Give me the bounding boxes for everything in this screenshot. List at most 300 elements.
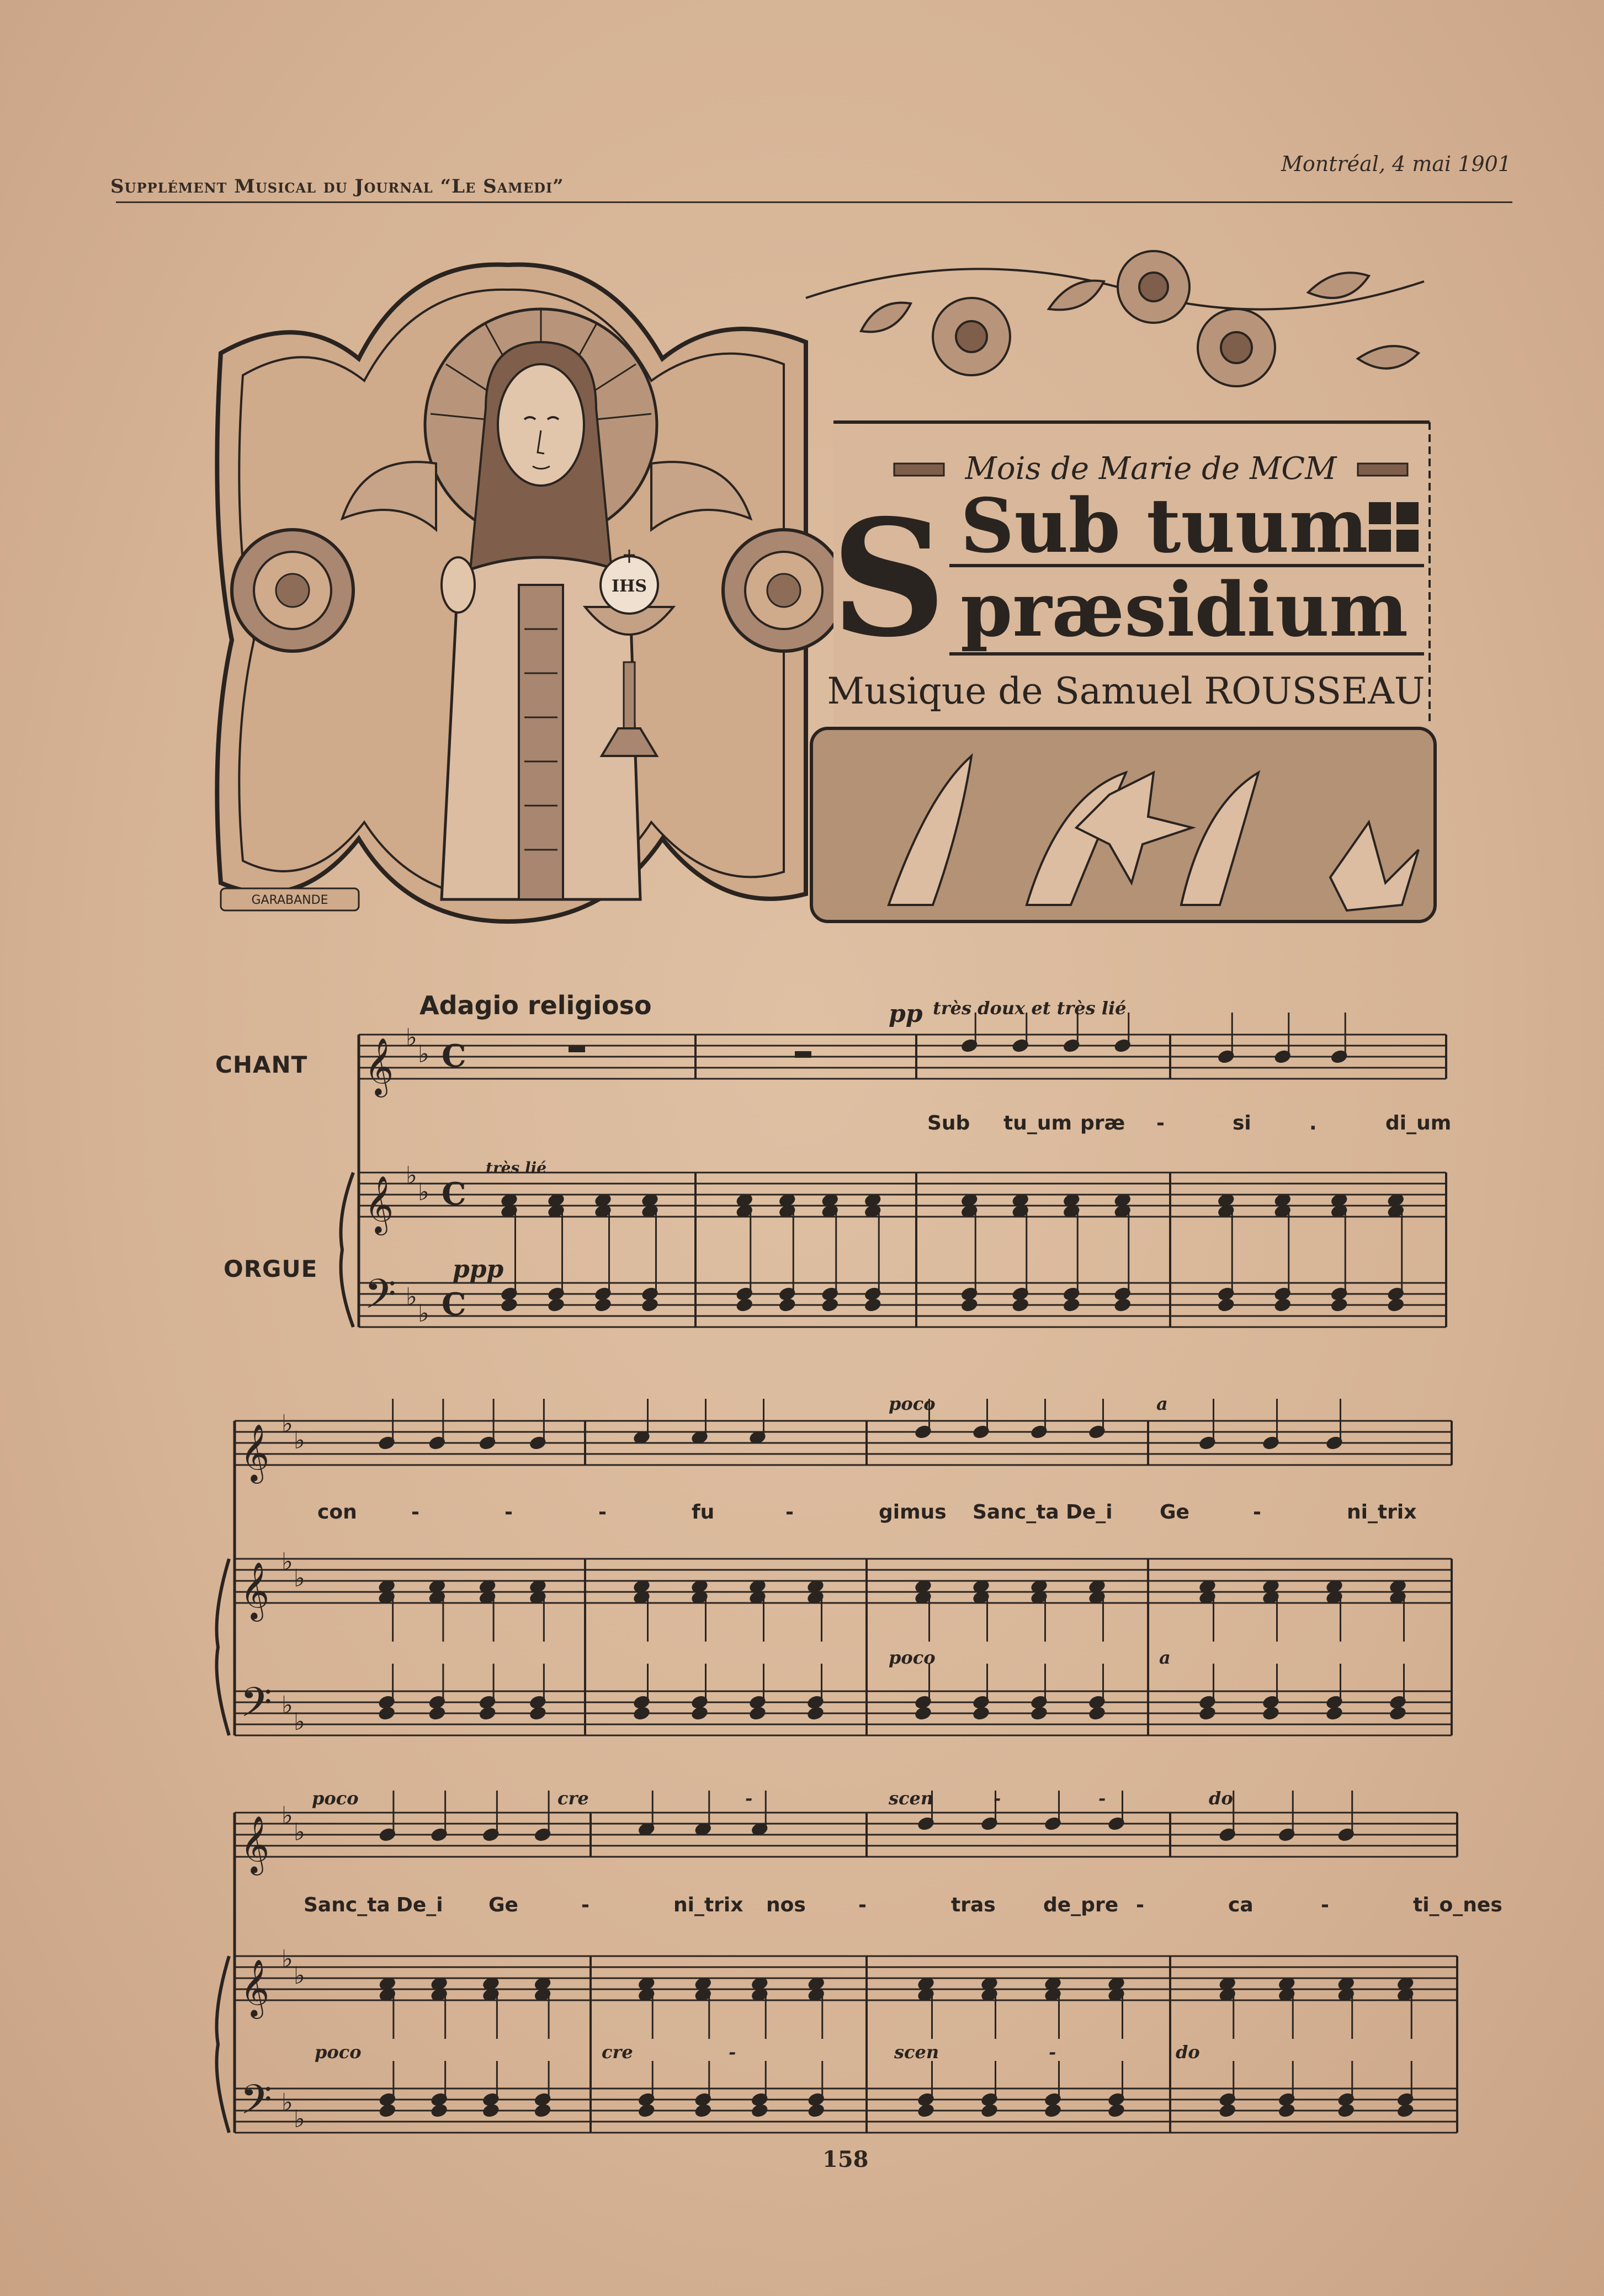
lyric-syllable: tu_um bbox=[1003, 1112, 1072, 1134]
lyric-syllable: - bbox=[1253, 1501, 1261, 1523]
system1-organ-bass-notehead bbox=[736, 1298, 753, 1312]
system3-voice-notehead bbox=[1219, 1828, 1236, 1842]
organ-dynamic: ppp bbox=[453, 1255, 504, 1283]
system1-organ-bass-clef: 𝄢 bbox=[364, 1270, 396, 1328]
lyric-syllable: Sub bbox=[927, 1112, 970, 1134]
system1-organ-treble-notehead bbox=[1387, 1204, 1404, 1218]
system2-organ-bass-notehead bbox=[1088, 1706, 1106, 1720]
system1-voice-notehead bbox=[1114, 1038, 1131, 1053]
system1-organ-bass-notehead bbox=[961, 1287, 978, 1301]
system2-organ-bass-notehead bbox=[479, 1706, 496, 1720]
system3-organ-treble-notehead bbox=[981, 1977, 998, 1991]
lyric-syllable: Ge bbox=[488, 1894, 518, 1916]
system3-organ-treble-notehead bbox=[638, 1977, 655, 1991]
system3-organ-bass-notehead bbox=[1044, 2103, 1061, 2118]
lyric-syllable: fu bbox=[692, 1501, 715, 1523]
system1-organ-treble-notehead bbox=[1012, 1204, 1029, 1218]
system2-organ-treble-notehead bbox=[749, 1579, 766, 1594]
system1-organ-treble-notehead bbox=[821, 1204, 838, 1218]
system3-organ-treble-notehead bbox=[1219, 1988, 1236, 2002]
system1-organ-treble-notehead bbox=[779, 1204, 796, 1218]
expression-mark: - bbox=[1049, 2042, 1056, 2063]
lyric-syllable: Sanc_ta bbox=[973, 1501, 1059, 1523]
system2-organ-treble-notehead bbox=[479, 1579, 496, 1594]
system3-voice-treble-clef: 𝄞 bbox=[240, 1815, 270, 1873]
system1-organ-bass-notehead bbox=[548, 1287, 565, 1301]
system1-organ-treble-notehead bbox=[1063, 1204, 1080, 1218]
system3-organ-treble-notehead bbox=[431, 1977, 448, 1991]
system1-organ-bass-notehead bbox=[1063, 1298, 1080, 1312]
system3-organ-bass-notehead bbox=[638, 2103, 655, 2118]
system3-organ-treble-notehead bbox=[379, 1977, 396, 1991]
date-line: Montréal, 4 mai 1901 bbox=[1281, 152, 1511, 176]
system2-organ-treble-notehead bbox=[691, 1590, 708, 1605]
system3-organ-bass-notehead bbox=[1397, 2103, 1414, 2118]
system3-organ-bass-notehead bbox=[1108, 2103, 1125, 2118]
expression-mark: do bbox=[1176, 2042, 1200, 2063]
system1-flat-sign: ♭ bbox=[418, 1299, 429, 1328]
banner-subtitle: Mois de Marie de MCM bbox=[965, 451, 1337, 487]
system3-organ-bass-notehead bbox=[431, 2103, 448, 2118]
system2-organ-bass-notehead bbox=[749, 1706, 766, 1720]
system1-organ-bass-notehead bbox=[864, 1287, 881, 1301]
system1-organ-bass-notehead bbox=[1114, 1287, 1131, 1301]
system1-organ-bass-notehead bbox=[779, 1287, 796, 1301]
system2-voice-notehead bbox=[691, 1430, 708, 1445]
system3-organ-treble-notehead bbox=[981, 1988, 998, 2002]
system2-organ-treble-notehead bbox=[429, 1590, 446, 1605]
system1-organ-bass-notehead bbox=[501, 1287, 518, 1301]
system3-voice-notehead bbox=[694, 1822, 711, 1836]
voice-part-label: CHANT bbox=[215, 1051, 308, 1078]
system1-voice-notehead bbox=[1063, 1038, 1080, 1053]
system1-voice-notehead bbox=[1274, 1050, 1291, 1064]
system2-brace bbox=[217, 1559, 230, 1735]
system3-organ-treble-notehead bbox=[917, 1988, 934, 2002]
system3-organ-bass-notehead bbox=[751, 2092, 768, 2107]
system3-organ-treble-notehead bbox=[917, 1977, 934, 1991]
system3-flat-sign: ♭ bbox=[282, 1945, 293, 1973]
system1-organ-treble-notehead bbox=[548, 1204, 565, 1218]
system3-organ-bass-notehead bbox=[482, 2092, 500, 2107]
lyric-syllable: - bbox=[1136, 1894, 1144, 1916]
voice-expression: très doux et très lié bbox=[933, 998, 1127, 1019]
expression-mark: poco bbox=[889, 1647, 936, 1668]
system3-organ-bass-notehead bbox=[431, 2092, 448, 2107]
system2-organ-bass-notehead bbox=[915, 1706, 932, 1720]
system1-organ-bass-notehead bbox=[779, 1298, 796, 1312]
lyric-syllable: nos bbox=[766, 1894, 806, 1916]
system1-organ-bass-notehead bbox=[864, 1298, 881, 1312]
system1-organ-bass-notehead bbox=[1218, 1298, 1235, 1312]
lyric-syllable: di_um bbox=[1385, 1112, 1452, 1134]
system3-organ-treble-notehead bbox=[1337, 1988, 1355, 2002]
system1-voice-notehead bbox=[961, 1038, 978, 1053]
system3-organ-bass-notehead bbox=[981, 2103, 998, 2118]
system2-organ-treble-notehead bbox=[378, 1590, 395, 1605]
system2-flat-sign: ♭ bbox=[294, 1426, 305, 1455]
system1-organ-treble-notehead bbox=[1114, 1204, 1131, 1218]
system1-organ-bass-notehead bbox=[501, 1298, 518, 1312]
system3-voice-notehead bbox=[1108, 1816, 1125, 1831]
system2-organ-bass-notehead bbox=[691, 1706, 708, 1720]
lyric-syllable: si bbox=[1233, 1112, 1251, 1134]
lyric-syllable: Ge bbox=[1160, 1501, 1189, 1523]
page-number: 158 bbox=[822, 2146, 869, 2172]
system2-organ-treble-notehead bbox=[1326, 1579, 1343, 1594]
system2-voice-notehead bbox=[1088, 1425, 1106, 1439]
system2-voice-notehead bbox=[429, 1436, 446, 1450]
system2-organ-treble-notehead bbox=[1389, 1579, 1406, 1594]
system2-organ-bass-notehead bbox=[1199, 1706, 1216, 1720]
system3-organ-bass-notehead bbox=[1278, 2103, 1295, 2118]
system1-organ-bass-notehead bbox=[1387, 1287, 1404, 1301]
lyric-syllable: ti_o_nes bbox=[1413, 1894, 1502, 1916]
system3-organ-treble-notehead bbox=[1108, 1977, 1125, 1991]
system3-organ-treble-notehead bbox=[751, 1977, 768, 1991]
system1-organ-bass-notehead bbox=[594, 1298, 612, 1312]
system2-organ-bass-notehead bbox=[479, 1695, 496, 1709]
system1-organ-bass-notehead bbox=[1387, 1298, 1404, 1312]
expression-mark: poco bbox=[315, 2042, 362, 2063]
composer-credit: Musique de Samuel ROUSSEAU bbox=[827, 670, 1425, 712]
system2-organ-bass-notehead bbox=[1389, 1706, 1406, 1720]
system3-voice-notehead bbox=[638, 1822, 655, 1836]
system2-organ-treble-notehead bbox=[529, 1590, 546, 1605]
system2-organ-treble-notehead bbox=[1031, 1579, 1048, 1594]
lyric-syllable: ca bbox=[1228, 1894, 1254, 1916]
system3-voice-notehead bbox=[917, 1816, 934, 1831]
system2-organ-treble-notehead bbox=[973, 1579, 990, 1594]
system3-organ-treble-notehead bbox=[638, 1988, 655, 2002]
system2-flat-sign: ♭ bbox=[294, 1708, 305, 1736]
system3-organ-treble-notehead bbox=[751, 1988, 768, 2002]
system3-organ-bass-notehead bbox=[694, 2092, 711, 2107]
system3-organ-treble-notehead bbox=[1044, 1977, 1061, 1991]
expression-mark: cre bbox=[602, 2042, 633, 2063]
system2-organ-treble-notehead bbox=[1326, 1590, 1343, 1605]
system2-voice-notehead bbox=[915, 1425, 932, 1439]
system3-brace bbox=[217, 1956, 230, 2133]
system1-organ-treble-notehead bbox=[779, 1193, 796, 1207]
system2-organ-bass-clef: 𝄢 bbox=[240, 1679, 272, 1736]
system1-flat-sign: ♭ bbox=[406, 1024, 417, 1052]
system3-organ-bass-notehead bbox=[534, 2103, 551, 2118]
system1-organ-treble-notehead bbox=[736, 1204, 753, 1218]
system2-flat-sign: ♭ bbox=[282, 1410, 293, 1438]
system2-organ-treble-notehead bbox=[1389, 1590, 1406, 1605]
system2-organ-bass-notehead bbox=[1389, 1695, 1406, 1709]
system2-organ-bass-notehead bbox=[807, 1706, 824, 1720]
system2-flat-sign: ♭ bbox=[294, 1564, 305, 1592]
system1-organ-treble-notehead bbox=[1331, 1204, 1348, 1218]
system3-organ-treble-notehead bbox=[1337, 1977, 1355, 1991]
system2-organ-treble-notehead bbox=[749, 1590, 766, 1605]
system2-organ-treble-notehead bbox=[691, 1579, 708, 1594]
system1-organ-bass-notehead bbox=[821, 1287, 838, 1301]
expression-mark: scen bbox=[894, 2042, 939, 2063]
system3-organ-treble-notehead bbox=[1219, 1977, 1236, 1991]
banner-illustration bbox=[199, 243, 1452, 944]
system3-organ-bass-notehead bbox=[379, 2092, 396, 2107]
lyric-syllable: - bbox=[411, 1501, 419, 1523]
tempo-marking: Adagio religioso bbox=[419, 990, 652, 1020]
system1-organ-treble-notehead bbox=[641, 1204, 658, 1218]
system2-organ-treble-notehead bbox=[915, 1590, 932, 1605]
chalice-monogram: IHS bbox=[611, 577, 647, 596]
system3-flat-sign: ♭ bbox=[282, 2089, 293, 2117]
system1-organ-treble-clef: 𝄞 bbox=[364, 1175, 394, 1233]
system2-organ-bass-notehead bbox=[378, 1706, 395, 1720]
system2-organ-treble-notehead bbox=[1262, 1579, 1279, 1594]
system3-voice-notehead bbox=[534, 1828, 551, 1842]
system2-voice-notehead bbox=[378, 1436, 395, 1450]
system1-organ-bass-notehead bbox=[1274, 1287, 1291, 1301]
system3-organ-bass-notehead bbox=[379, 2103, 396, 2118]
expression-mark: a bbox=[1159, 1647, 1171, 1668]
system1-organ-bass-notehead bbox=[1274, 1298, 1291, 1312]
system1-organ-treble-notehead bbox=[1218, 1193, 1235, 1207]
system2-organ-bass-notehead bbox=[1199, 1695, 1216, 1709]
system2-organ-treble-notehead bbox=[429, 1579, 446, 1594]
title-line1: Sub tuum bbox=[960, 482, 1368, 569]
system2-voice-notehead bbox=[973, 1425, 990, 1439]
organ-part-label: ORGUE bbox=[224, 1255, 318, 1282]
system1-organ-treble-notehead bbox=[501, 1193, 518, 1207]
system2-organ-bass-notehead bbox=[973, 1695, 990, 1709]
expression-mark: scen bbox=[889, 1788, 934, 1809]
system1-organ-treble-notehead bbox=[1274, 1193, 1291, 1207]
system1-organ-bass-notehead bbox=[1012, 1287, 1029, 1301]
system1-organ-treble-notehead bbox=[1012, 1193, 1029, 1207]
system3-voice-notehead bbox=[1278, 1828, 1295, 1842]
system3-organ-treble-notehead bbox=[534, 1977, 551, 1991]
system3-voice-notehead bbox=[379, 1828, 396, 1842]
system3-organ-bass-notehead bbox=[1397, 2092, 1414, 2107]
system1-brace bbox=[341, 1173, 354, 1327]
system2-organ-bass-notehead bbox=[749, 1695, 766, 1709]
system2-organ-treble-notehead bbox=[1088, 1590, 1106, 1605]
organ-expression: très lié bbox=[486, 1159, 547, 1177]
lyric-syllable: tras bbox=[951, 1894, 996, 1916]
lyric-syllable: gimus bbox=[879, 1501, 947, 1523]
system2-organ-bass-notehead bbox=[1088, 1695, 1106, 1709]
system1-organ-treble-notehead bbox=[736, 1193, 753, 1207]
initial-s-ornament: S bbox=[831, 485, 947, 673]
system2-voice-notehead bbox=[1262, 1436, 1279, 1450]
system3-organ-treble-notehead bbox=[694, 1977, 711, 1991]
system3-organ-bass-notehead bbox=[917, 2092, 934, 2107]
system1-flat-sign: ♭ bbox=[418, 1178, 429, 1206]
system1-organ-treble-notehead bbox=[961, 1204, 978, 1218]
lyric-syllable: Sanc_ta bbox=[304, 1894, 390, 1916]
system1-common-time: C bbox=[442, 1038, 466, 1074]
system2-organ-treble-notehead bbox=[915, 1579, 932, 1594]
expression-mark: - bbox=[729, 2042, 736, 2063]
system3-flat-sign: ♭ bbox=[294, 1818, 305, 1846]
system3-organ-bass-notehead bbox=[534, 2092, 551, 2107]
system2-organ-bass-notehead bbox=[429, 1695, 446, 1709]
system3-organ-bass-notehead bbox=[1278, 2092, 1295, 2107]
system2-organ-bass-notehead bbox=[1031, 1706, 1048, 1720]
system2-organ-treble-clef: 𝄞 bbox=[240, 1562, 270, 1620]
voice-dynamic: pp bbox=[889, 1000, 923, 1028]
system2-voice-notehead bbox=[1031, 1425, 1048, 1439]
lyric-syllable: de_pre bbox=[1043, 1894, 1119, 1916]
system1-flat-sign: ♭ bbox=[406, 1162, 417, 1190]
lyric-syllable: ni_trix bbox=[673, 1894, 743, 1916]
system1-flat-sign: ♭ bbox=[406, 1283, 417, 1311]
system3-organ-treble-notehead bbox=[534, 1988, 551, 2002]
lyric-syllable: De_i bbox=[1066, 1501, 1113, 1523]
system1-whole-rest bbox=[569, 1046, 585, 1052]
system3-organ-bass-notehead bbox=[981, 2092, 998, 2107]
lyric-syllable: - bbox=[581, 1894, 589, 1916]
system3-organ-treble-notehead bbox=[1044, 1988, 1061, 2002]
lyric-syllable: - bbox=[504, 1501, 513, 1523]
system3-organ-bass-notehead bbox=[1337, 2092, 1355, 2107]
system3-voice-notehead bbox=[1337, 1828, 1355, 1842]
system3-organ-bass-notehead bbox=[638, 2092, 655, 2107]
system3-organ-bass-notehead bbox=[917, 2103, 934, 2118]
system2-organ-bass-notehead bbox=[915, 1695, 932, 1709]
system1-organ-bass-notehead bbox=[1331, 1298, 1348, 1312]
system2-organ-treble-notehead bbox=[973, 1590, 990, 1605]
system3-flat-sign: ♭ bbox=[294, 2105, 305, 2133]
system2-organ-treble-notehead bbox=[529, 1579, 546, 1594]
system1-organ-bass-notehead bbox=[548, 1298, 565, 1312]
system1-organ-treble-notehead bbox=[501, 1204, 518, 1218]
system3-organ-bass-notehead bbox=[482, 2103, 500, 2118]
system1-voice-notehead bbox=[1012, 1038, 1029, 1053]
artist-signature: GARABANDE bbox=[251, 893, 328, 907]
system1-organ-treble-notehead bbox=[594, 1204, 612, 1218]
system2-organ-bass-notehead bbox=[529, 1706, 546, 1720]
system3-organ-treble-notehead bbox=[1397, 1977, 1414, 1991]
system2-organ-treble-notehead bbox=[807, 1579, 824, 1594]
system2-organ-bass-notehead bbox=[1262, 1706, 1279, 1720]
system1-organ-treble-notehead bbox=[1331, 1193, 1348, 1207]
system3-organ-treble-notehead bbox=[1108, 1988, 1125, 2002]
lyric-syllable: - bbox=[858, 1894, 867, 1916]
system3-flat-sign: ♭ bbox=[282, 1802, 293, 1830]
system2-voice-notehead bbox=[633, 1430, 650, 1445]
system2-organ-treble-notehead bbox=[1088, 1579, 1106, 1594]
system2-organ-bass-notehead bbox=[378, 1695, 395, 1709]
system3-organ-treble-notehead bbox=[1278, 1977, 1295, 1991]
illustrated-banner bbox=[199, 243, 1452, 944]
system1-organ-bass-notehead bbox=[1063, 1287, 1080, 1301]
lyric-syllable: ni_trix bbox=[1347, 1501, 1417, 1523]
system2-voice-notehead bbox=[1326, 1436, 1343, 1450]
system1-voice-treble-clef: 𝄞 bbox=[364, 1037, 394, 1095]
supplement-title: Supplément Musical du Journal “Le Samedi” bbox=[110, 175, 564, 198]
system1-common-time: C bbox=[442, 1286, 466, 1323]
lyric-syllable: - bbox=[785, 1501, 794, 1523]
system3-organ-bass-notehead bbox=[694, 2103, 711, 2118]
lyric-syllable: . bbox=[1309, 1112, 1317, 1134]
expression-mark: a bbox=[1156, 1393, 1168, 1414]
system2-organ-bass-notehead bbox=[633, 1695, 650, 1709]
system3-organ-treble-notehead bbox=[1397, 1988, 1414, 2002]
system1-organ-bass-notehead bbox=[1114, 1298, 1131, 1312]
system1-organ-treble-notehead bbox=[1274, 1204, 1291, 1218]
system3-organ-treble-notehead bbox=[1278, 1988, 1295, 2002]
system2-organ-treble-notehead bbox=[1031, 1590, 1048, 1605]
system3-voice-notehead bbox=[1044, 1816, 1061, 1831]
system1-organ-treble-notehead bbox=[864, 1204, 881, 1218]
system1-organ-treble-notehead bbox=[1114, 1193, 1131, 1207]
header-rule bbox=[116, 201, 1512, 203]
system1-organ-bass-notehead bbox=[821, 1298, 838, 1312]
system1-organ-treble-notehead bbox=[1387, 1193, 1404, 1207]
system1-organ-treble-notehead bbox=[594, 1193, 612, 1207]
lyric-syllable: præ bbox=[1080, 1112, 1125, 1134]
system1-organ-treble-notehead bbox=[821, 1193, 838, 1207]
system2-organ-bass-notehead bbox=[1326, 1706, 1343, 1720]
title-line2: præsidium bbox=[960, 566, 1409, 653]
system2-organ-bass-notehead bbox=[807, 1695, 824, 1709]
system1-organ-treble-notehead bbox=[548, 1193, 565, 1207]
system2-organ-treble-notehead bbox=[1199, 1579, 1216, 1594]
system2-organ-bass-notehead bbox=[633, 1706, 650, 1720]
expression-mark: poco bbox=[312, 1788, 359, 1809]
system1-organ-treble-notehead bbox=[1218, 1204, 1235, 1218]
expression-mark: - bbox=[745, 1788, 753, 1809]
system1-organ-treble-notehead bbox=[641, 1193, 658, 1207]
system1-organ-bass-notehead bbox=[1012, 1298, 1029, 1312]
system1-voice-notehead bbox=[1331, 1050, 1348, 1064]
system1-flat-sign: ♭ bbox=[418, 1040, 429, 1068]
lyric-syllable: De_i bbox=[396, 1894, 443, 1916]
system2-organ-bass-notehead bbox=[973, 1706, 990, 1720]
system1-organ-treble-notehead bbox=[864, 1193, 881, 1207]
system1-organ-bass-notehead bbox=[961, 1298, 978, 1312]
system3-organ-treble-notehead bbox=[808, 1988, 825, 2002]
system1-organ-bass-notehead bbox=[1331, 1287, 1348, 1301]
system2-organ-treble-notehead bbox=[479, 1590, 496, 1605]
system2-voice-notehead bbox=[749, 1430, 766, 1445]
system2-organ-bass-notehead bbox=[1326, 1695, 1343, 1709]
system3-organ-bass-notehead bbox=[751, 2103, 768, 2118]
system3-organ-bass-notehead bbox=[1044, 2092, 1061, 2107]
system1-organ-bass-notehead bbox=[641, 1298, 658, 1312]
system2-voice-treble-clef: 𝄞 bbox=[240, 1424, 270, 1482]
system1-organ-bass-notehead bbox=[1218, 1287, 1235, 1301]
system2-organ-treble-notehead bbox=[378, 1579, 395, 1594]
lyric-syllable: - bbox=[1321, 1894, 1329, 1916]
expression-mark: - bbox=[994, 1788, 1001, 1809]
system2-organ-treble-notehead bbox=[633, 1579, 650, 1594]
system3-organ-bass-notehead bbox=[808, 2092, 825, 2107]
system3-organ-treble-notehead bbox=[482, 1988, 500, 2002]
system2-flat-sign: ♭ bbox=[282, 1548, 293, 1576]
system2-voice-notehead bbox=[529, 1436, 546, 1450]
system1-organ-treble-notehead bbox=[1063, 1193, 1080, 1207]
system1-organ-bass-notehead bbox=[594, 1287, 612, 1301]
system1-common-time: C bbox=[442, 1176, 466, 1212]
system2-organ-treble-notehead bbox=[1262, 1590, 1279, 1605]
system3-organ-bass-notehead bbox=[1219, 2103, 1236, 2118]
system3-organ-bass-notehead bbox=[808, 2103, 825, 2118]
system3-organ-treble-clef: 𝄞 bbox=[240, 1959, 270, 2017]
system3-voice-notehead bbox=[431, 1828, 448, 1842]
system2-organ-bass-notehead bbox=[529, 1695, 546, 1709]
lyric-syllable: - bbox=[598, 1501, 607, 1523]
system3-voice-notehead bbox=[751, 1822, 768, 1836]
system1-voice-notehead bbox=[1218, 1050, 1235, 1064]
lyric-syllable: - bbox=[1156, 1112, 1165, 1134]
